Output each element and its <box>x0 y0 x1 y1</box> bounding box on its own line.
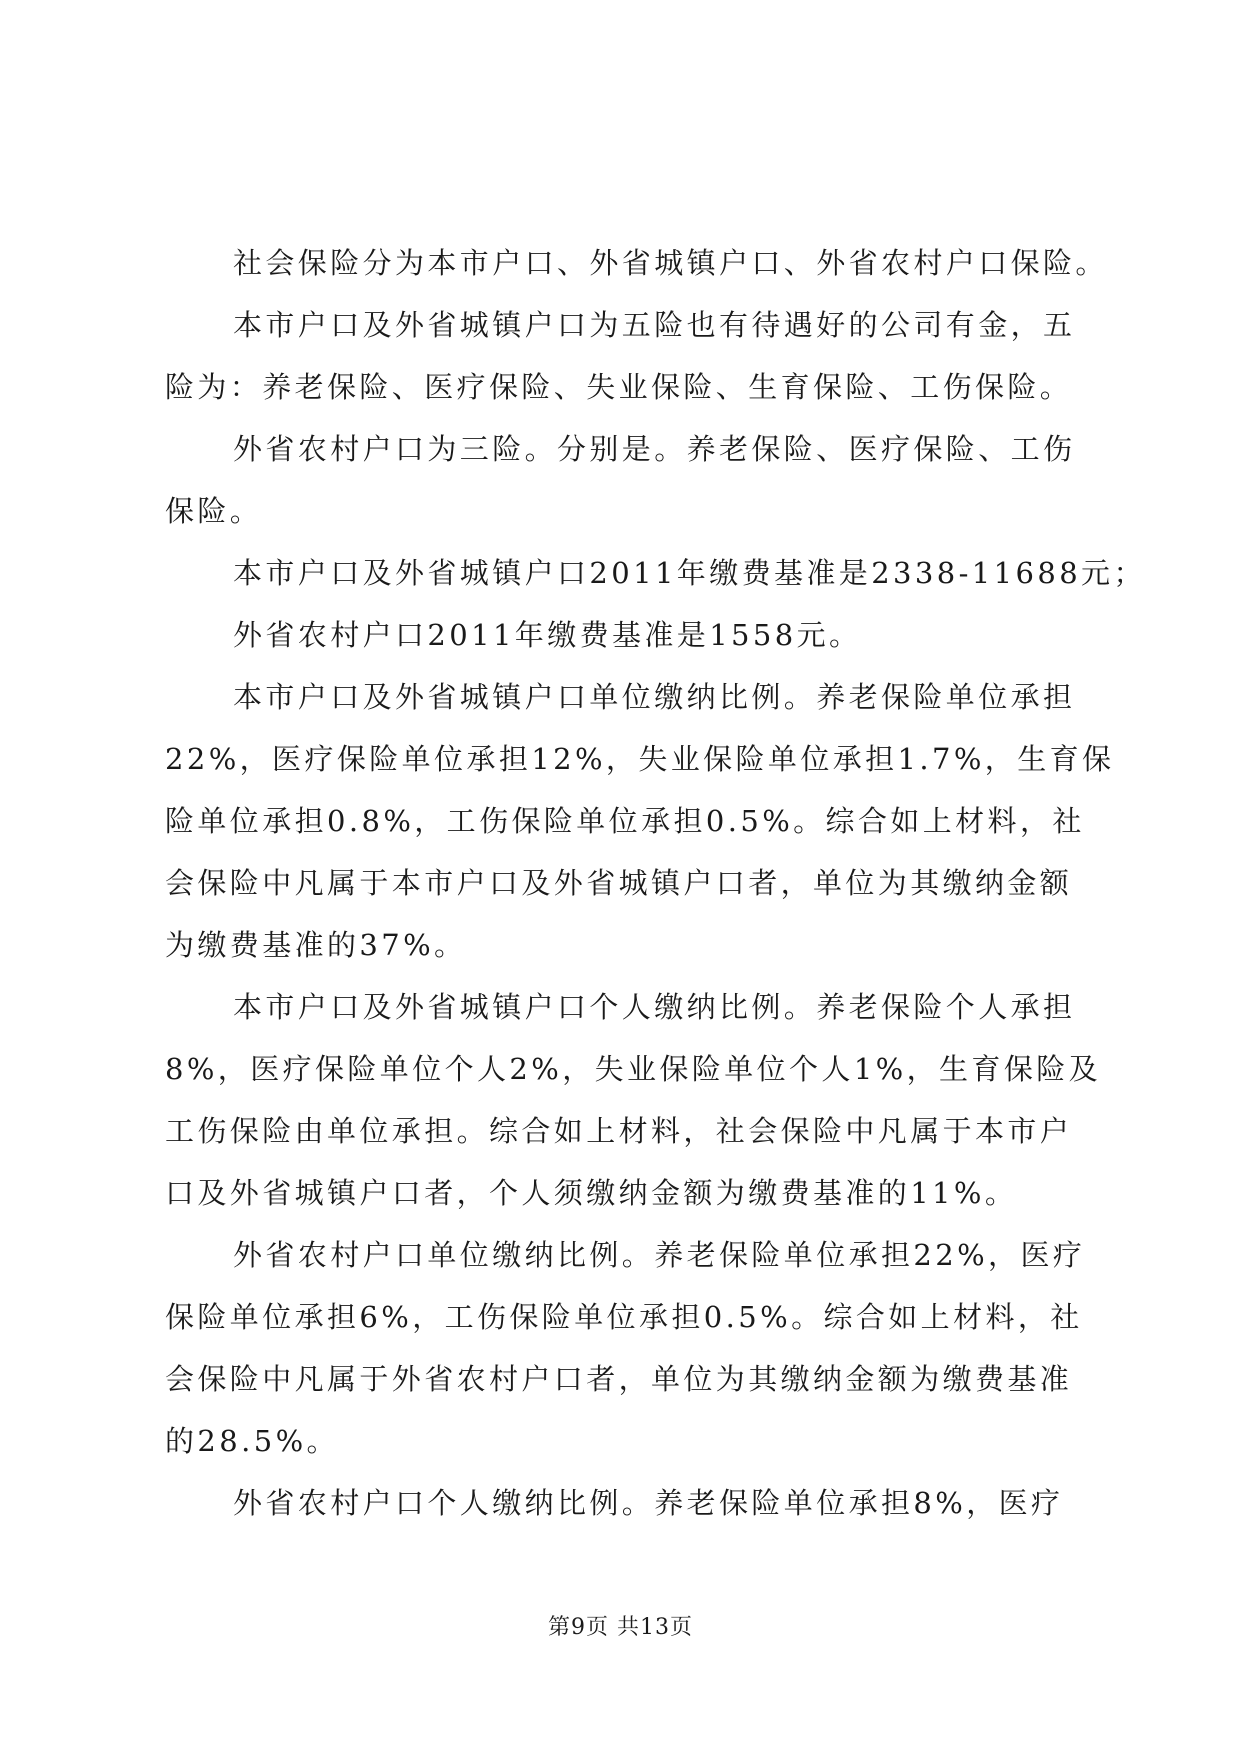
paragraph-4 <box>165 542 1146 604</box>
paragraph-line: 为缴费基准的37%。 <box>165 928 467 962</box>
paragraph-line: 本市户口及外省城镇户口2011年缴费基准是2338-11688元； <box>233 556 1146 590</box>
paragraph-line: 会保险中凡属于外省农村户口者，单位为其缴纳金额为缴费基准 <box>165 1362 1073 1396</box>
paragraph-line: 的28.5%。 <box>165 1424 339 1458</box>
page-footer <box>0 1610 1241 1641</box>
paragraph-line: 外省农村户口为三险。分别是。养老保险、医疗保险、工伤 <box>233 432 1076 466</box>
page-number-label: 第9页 共13页 <box>548 1615 693 1640</box>
paragraph-line: 险单位承担0.8%，工伤保险单位承担0.5%。综合如上材料，社 <box>165 804 1085 838</box>
paragraph-line: 外省农村户口单位缴纳比例。养老保险单位承担22%，医疗 <box>233 1238 1086 1272</box>
paragraph-9 <box>165 1472 1083 1534</box>
paragraph-line: 保险。 <box>165 494 263 528</box>
paragraph-line: 外省农村户口个人缴纳比例。养老保险单位承担8%，医疗 <box>233 1486 1064 1520</box>
paragraph-7 <box>165 976 1102 1224</box>
paragraph-5 <box>165 604 1083 666</box>
paragraph-2 <box>165 294 1083 418</box>
body-text <box>165 232 1146 1534</box>
paragraph-line: 本市户口及外省城镇户口为五险也有待遇好的公司有金，五 <box>233 308 1076 342</box>
paragraph-6 <box>165 666 1115 976</box>
paragraph-line: 8%，医疗保险单位个人2%，失业保险单位个人1%，生育保险及 <box>165 1052 1102 1086</box>
paragraph-line: 外省农村户口2011年缴费基准是1558元。 <box>233 618 862 652</box>
paragraph-line: 会保险中凡属于本市户口及外省城镇户口者，单位为其缴纳金额 <box>165 866 1073 900</box>
paragraph-line: 社会保险分为本市户口、外省城镇户口、外省农村户口保险。 <box>233 246 1108 280</box>
paragraph-line: 工伤保险由单位承担。综合如上材料，社会保险中凡属于本市户 <box>165 1114 1073 1148</box>
paragraph-1 <box>165 232 1108 294</box>
paragraph-line: 本市户口及外省城镇户口个人缴纳比例。养老保险个人承担 <box>233 990 1076 1024</box>
paragraph-8 <box>165 1224 1086 1472</box>
paragraph-line: 保险单位承担6%，工伤保险单位承担0.5%。综合如上材料，社 <box>165 1300 1083 1334</box>
paragraph-line: 22%，医疗保险单位承担12%，失业保险单位承担1.7%，生育保 <box>165 742 1115 776</box>
paragraph-line: 险为：养老保险、医疗保险、失业保险、生育保险、工伤保险。 <box>165 370 1073 404</box>
paragraph-line: 本市户口及外省城镇户口单位缴纳比例。养老保险单位承担 <box>233 680 1076 714</box>
paragraph-3 <box>165 418 1083 542</box>
paragraph-line: 口及外省城镇户口者，个人须缴纳金额为缴费基准的11%。 <box>165 1176 1018 1210</box>
